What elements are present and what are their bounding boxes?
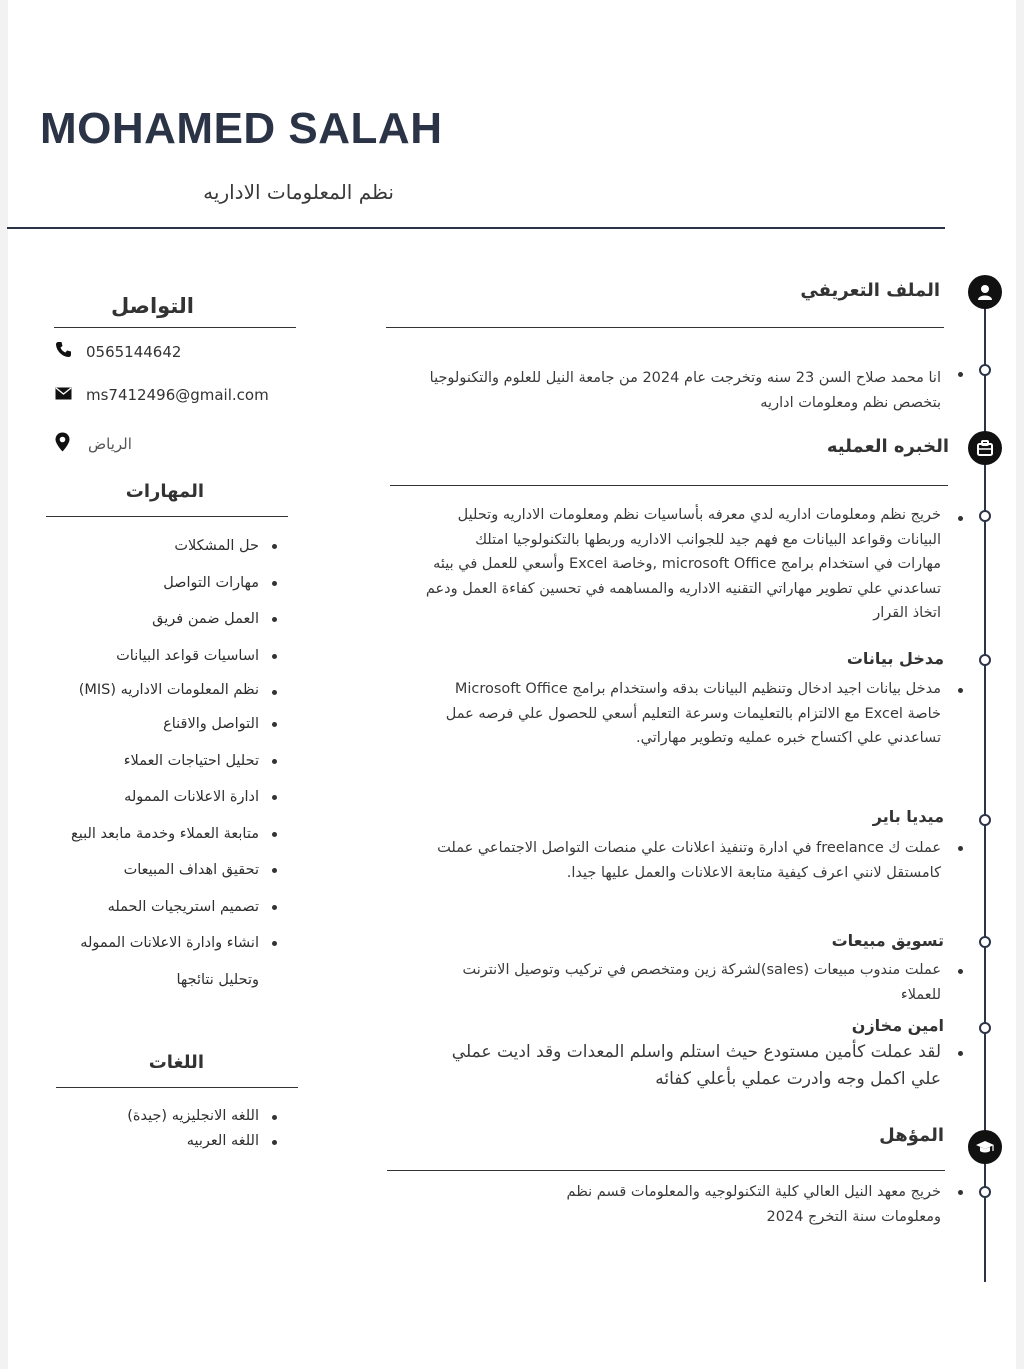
timeline-dot bbox=[979, 654, 991, 666]
timeline-dot bbox=[979, 936, 991, 948]
list-item: العمل ضمن فريق bbox=[0, 601, 279, 638]
bullet bbox=[958, 688, 963, 693]
qualification-line: ومعلومات سنة التخرج 2024 bbox=[766, 1208, 941, 1225]
job-title-sales: تسويق مبيعات bbox=[831, 931, 944, 950]
email-address[interactable]: ms7412496@gmail.com bbox=[86, 386, 269, 404]
list-item: تحليل احتياجات العملاء bbox=[0, 743, 279, 780]
phone-number[interactable]: 0565144642 bbox=[86, 342, 182, 361]
job-line: لقد عملت كأمين مستودع حيث استلم واسلم المعدات وقد اديت عملي bbox=[451, 1042, 941, 1062]
list-item: انشاء وادارة الاعلانات المموله bbox=[0, 925, 279, 962]
contact-divider bbox=[54, 327, 296, 328]
user-icon bbox=[968, 275, 1002, 309]
contact-heading: التواصل bbox=[110, 294, 194, 318]
candidate-name: MOHAMED SALAH bbox=[40, 104, 443, 153]
bullet bbox=[958, 372, 963, 377]
timeline-dot bbox=[979, 1186, 991, 1198]
bullet bbox=[958, 969, 963, 974]
summary-line: تساعدني علي تطوير مهاراتي التقنيه الاداريه والمساهمه في تحسين كفاءة العمل ودعم bbox=[425, 580, 941, 597]
list-item: اللغه الانجليزيه (جيدة) bbox=[0, 1104, 279, 1129]
bullet bbox=[958, 1051, 963, 1056]
location: الرياض bbox=[88, 435, 132, 453]
experience-heading: الخبره العمليه bbox=[826, 436, 949, 457]
phone-icon bbox=[55, 341, 72, 362]
qualification-divider bbox=[387, 1170, 945, 1171]
skills-list bbox=[0, 528, 279, 998]
summary-line: البيانات وقواعد البيانات مع فهم جيد للجوانب الاداريه وربطها بالتكنولوجيا امتلك bbox=[475, 531, 941, 548]
timeline-dot bbox=[979, 510, 991, 522]
experience-divider bbox=[390, 485, 948, 486]
job-title: نظم المعلومات الاداريه bbox=[203, 180, 394, 204]
contact-phone-row bbox=[55, 341, 181, 362]
job-line: كامستقل لانني اعرف كيفية متابعة الاعلانات والعمل عليها جيدا. bbox=[566, 864, 941, 881]
contact-location-row bbox=[55, 432, 132, 456]
list-item: نظم المعلومات الاداريه (MIS) bbox=[0, 674, 279, 706]
qualification-text bbox=[321, 1180, 941, 1229]
qualification-line: خريج معهد النيل العالي كلية التكنولوجيه والمعلومات قسم نظم bbox=[566, 1184, 941, 1200]
envelope-icon bbox=[55, 386, 72, 404]
contact-email-row bbox=[55, 386, 269, 404]
bullet bbox=[958, 1190, 963, 1195]
experience-summary bbox=[321, 503, 941, 626]
timeline-dot bbox=[979, 814, 991, 826]
languages-divider bbox=[56, 1087, 298, 1088]
profile-text bbox=[301, 366, 941, 415]
list-item: تحقيق اهداف المبيعات bbox=[0, 852, 279, 889]
bullet bbox=[958, 516, 963, 521]
qualification-heading: المؤهل bbox=[879, 1125, 944, 1146]
timeline-dot bbox=[979, 1022, 991, 1034]
summary-line: خريج نظم ومعلومات اداريه لدي معرفه بأساسيات نظم ومعلومات الاداريه وتحليل bbox=[457, 507, 941, 523]
profile-divider bbox=[386, 327, 944, 328]
profile-line: بتخصص نظم ومعلومات اداريه bbox=[760, 394, 941, 411]
list-item: اللغه العربيه bbox=[0, 1129, 279, 1154]
skills-heading: المهارات bbox=[125, 481, 204, 502]
graduation-cap-icon bbox=[968, 1130, 1002, 1164]
job-title-data-entry: مدخل بيانات bbox=[846, 649, 944, 668]
timeline-dot bbox=[979, 364, 991, 376]
profile-heading: الملف التعريفي bbox=[800, 280, 940, 301]
list-item: حل المشكلات bbox=[0, 528, 279, 565]
job-description bbox=[321, 677, 941, 751]
job-title-warehouse: امين مخازن bbox=[851, 1016, 944, 1035]
list-item: ادارة الاعلانات المموله bbox=[0, 779, 279, 816]
summary-line: مهارات في استخدام برامج microsoft Office ,وخاصة Excel وأسعي للعمل في بيئه bbox=[433, 556, 941, 572]
map-pin-icon bbox=[55, 432, 70, 456]
job-line: مدخل بيانات اجيد ادخال وتنظيم البيانات بدقه واستخدام برامج Microsoft Office bbox=[454, 681, 941, 697]
briefcase-icon bbox=[968, 431, 1002, 465]
job-line: عملت مندوب مبيعات (sales)لشركة زين ومتخصص في تركيب وتوصيل الانترنت bbox=[462, 962, 941, 978]
list-item: مهارات التواصل bbox=[0, 565, 279, 602]
summary-line: اتخاذ القرار bbox=[873, 605, 941, 621]
job-line: تساعدني علي اكتساح خبره عمليه وتطوير مهاراتي. bbox=[636, 730, 941, 746]
list-item: تصميم استريجيات الحمله bbox=[0, 889, 279, 926]
languages-list bbox=[0, 1104, 279, 1154]
job-description bbox=[321, 958, 941, 1007]
job-line: خاصة Excel مع الالتزام بالتعليمات وسرعة التعليم أسعي للحصول علي فرصه عمل bbox=[445, 705, 941, 722]
profile-line: انا محمد صلاح السن 23 سنه وتخرجت عام 2024 من جامعة النيل للعلوم والتكنولوجيا bbox=[429, 370, 941, 386]
job-line: علي اكمل وجه وادرت عملي بأعلي كفائه bbox=[655, 1069, 941, 1089]
list-item: اساسيات قواعد البيانات bbox=[0, 638, 279, 675]
job-line: للعملاء bbox=[900, 986, 941, 1003]
list-item: التواصل والاقناع bbox=[0, 706, 279, 743]
languages-heading: اللغات bbox=[148, 1052, 204, 1073]
bullet bbox=[958, 846, 963, 851]
list-item: وتحليل نتائجها bbox=[176, 971, 259, 988]
header-divider bbox=[7, 227, 945, 229]
job-line: عملت ك freelance في ادارة وتنفيذ اعلانات علي منصات التواصل الاجتماعي عملت bbox=[437, 840, 941, 856]
list-item: متابعة العملاء وخدمة مابعد البيع bbox=[0, 816, 279, 853]
job-description bbox=[321, 836, 941, 885]
job-title-media-buyer: ميديا باير bbox=[872, 807, 944, 826]
job-description bbox=[321, 1039, 941, 1093]
skills-divider bbox=[46, 516, 288, 517]
